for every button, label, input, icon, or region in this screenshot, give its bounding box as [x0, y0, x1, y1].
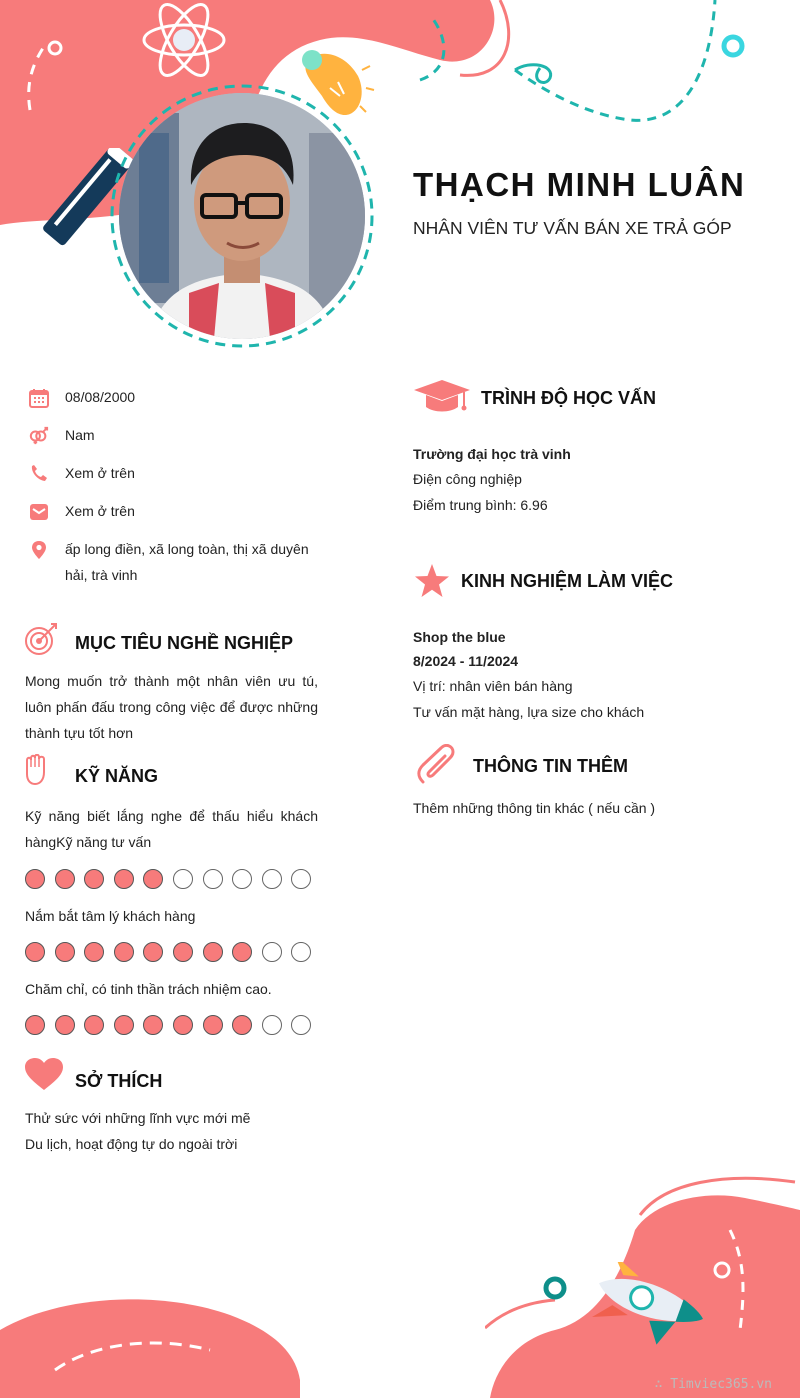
experience-description: Tư vấn mặt hàng, lựa size cho khách: [413, 704, 645, 720]
skills-title: KỸ NĂNG: [75, 766, 159, 786]
experience-position: Vị trí: nhân viên bán hàng: [413, 678, 573, 694]
star-icon: [414, 564, 450, 598]
bottom-left-blob-decoration: [0, 1290, 320, 1398]
rating-dot-filled: [203, 942, 223, 962]
rating-dot-filled: [25, 869, 45, 889]
rocket-icon: [585, 1262, 715, 1347]
rating-dot-filled: [84, 942, 104, 962]
paperclip-icon: [415, 744, 459, 786]
graduation-cap-icon: [414, 380, 470, 414]
rating-dot-filled: [25, 942, 45, 962]
rating-dot-filled: [84, 869, 104, 889]
contact-gender: [29, 422, 329, 448]
address-text: ấp long điền, xã long toàn, thị xã duyên hải, trà vinh: [65, 541, 309, 583]
skill-label-2: Nắm bắt tâm lý khách hàng: [25, 908, 196, 924]
calendar-icon: [29, 388, 49, 408]
rating-dot-empty: [173, 869, 193, 889]
rating-dot-filled: [143, 869, 163, 889]
contact-phone: [29, 460, 329, 486]
rating-dot-filled: [84, 1015, 104, 1035]
candidate-name: THẠCH MINH LUÂN: [413, 166, 746, 203]
phone-text: Xem ở trên: [65, 465, 135, 481]
heart-icon: [25, 1058, 63, 1092]
rating-dot-filled: [143, 942, 163, 962]
education-gpa: Điểm trung bình: 6.96: [413, 497, 548, 513]
target-icon: [24, 622, 60, 656]
email-icon: [29, 502, 49, 522]
objective-text: Mong muốn trở thành một nhân viên ưu tú, luôn phấn đấu trong công việc để được những thành tựu tốt hơn: [25, 673, 318, 741]
rating-dot-filled: [203, 1015, 223, 1035]
contact-address: [29, 536, 329, 588]
skill-label-1: Kỹ năng biết lắng nghe để thấu hiểu khách hàngKỹ năng tư vấn: [25, 808, 318, 850]
rating-dot-empty: [262, 942, 282, 962]
phone-icon: [29, 464, 49, 484]
fist-icon: [24, 754, 48, 786]
rating-dot-empty: [203, 869, 223, 889]
additional-title: THÔNG TIN THÊM: [473, 756, 628, 776]
rating-dot-filled: [25, 1015, 45, 1035]
education-title: TRÌNH ĐỘ HỌC VẤN: [481, 388, 656, 408]
additional-text: Thêm những thông tin khác ( nếu cần ): [413, 800, 656, 816]
education-major: Điện công nghiệp: [413, 471, 522, 487]
profile-photo-frame: [109, 83, 375, 349]
experience-company: Shop the blue: [413, 629, 506, 645]
hobby-item-2: Du lịch, hoạt động tự do ngoài trời: [25, 1136, 238, 1152]
hobby-item-1: Thử sức với những lĩnh vực mới mẽ: [25, 1110, 251, 1126]
rating-dot-empty: [262, 1015, 282, 1035]
contact-birthday: [29, 384, 329, 410]
rating-dot-filled: [55, 942, 75, 962]
rating-dot-filled: [173, 942, 193, 962]
rating-dot-empty: [291, 942, 311, 962]
skill-rating-3: [25, 1015, 325, 1039]
atom-icon: [140, 2, 228, 82]
experience-period: 8/2024 - 11/2024: [413, 653, 519, 669]
rating-dot-empty: [291, 869, 311, 889]
rating-dot-filled: [114, 869, 134, 889]
profile-photo: [119, 93, 365, 339]
birthday-text: 08/08/2000: [65, 389, 136, 405]
gender-text: Nam: [65, 427, 95, 443]
footer-brand-text: Timviec365.vn: [670, 1377, 772, 1392]
experience-title: KINH NGHIỆM LÀM VIỆC: [461, 571, 674, 591]
candidate-role: NHÂN VIÊN TƯ VẤN BÁN XE TRẢ GÓP: [413, 218, 732, 238]
rating-dot-empty: [262, 869, 282, 889]
email-text: Xem ở trên: [65, 503, 135, 519]
skill-rating-1: [25, 869, 325, 893]
rating-dot-filled: [114, 942, 134, 962]
objective-title: MỤC TIÊU NGHỀ NGHIỆP: [75, 633, 294, 653]
rating-dot-empty: [232, 869, 252, 889]
rating-dot-filled: [55, 1015, 75, 1035]
rating-dot-filled: [114, 1015, 134, 1035]
rating-dot-empty: [291, 1015, 311, 1035]
rating-dot-filled: [173, 1015, 193, 1035]
dashed-path-decoration: [380, 0, 800, 130]
location-pin-icon: [29, 540, 49, 560]
contact-email: [29, 498, 329, 524]
education-school: Trường đại học trà vinh: [413, 446, 571, 462]
skill-rating-2: [25, 942, 325, 966]
footer-brand: ∴ Timviec365.vn: [654, 1377, 772, 1392]
rating-dot-filled: [143, 1015, 163, 1035]
skill-label-3: Chăm chỉ, có tinh thần trách nhiệm cao.: [25, 981, 272, 997]
rating-dot-filled: [232, 1015, 252, 1035]
rating-dot-filled: [55, 869, 75, 889]
hobbies-title: SỞ THÍCH: [75, 1071, 163, 1091]
gender-icon: [29, 426, 49, 446]
rating-dot-filled: [232, 942, 252, 962]
